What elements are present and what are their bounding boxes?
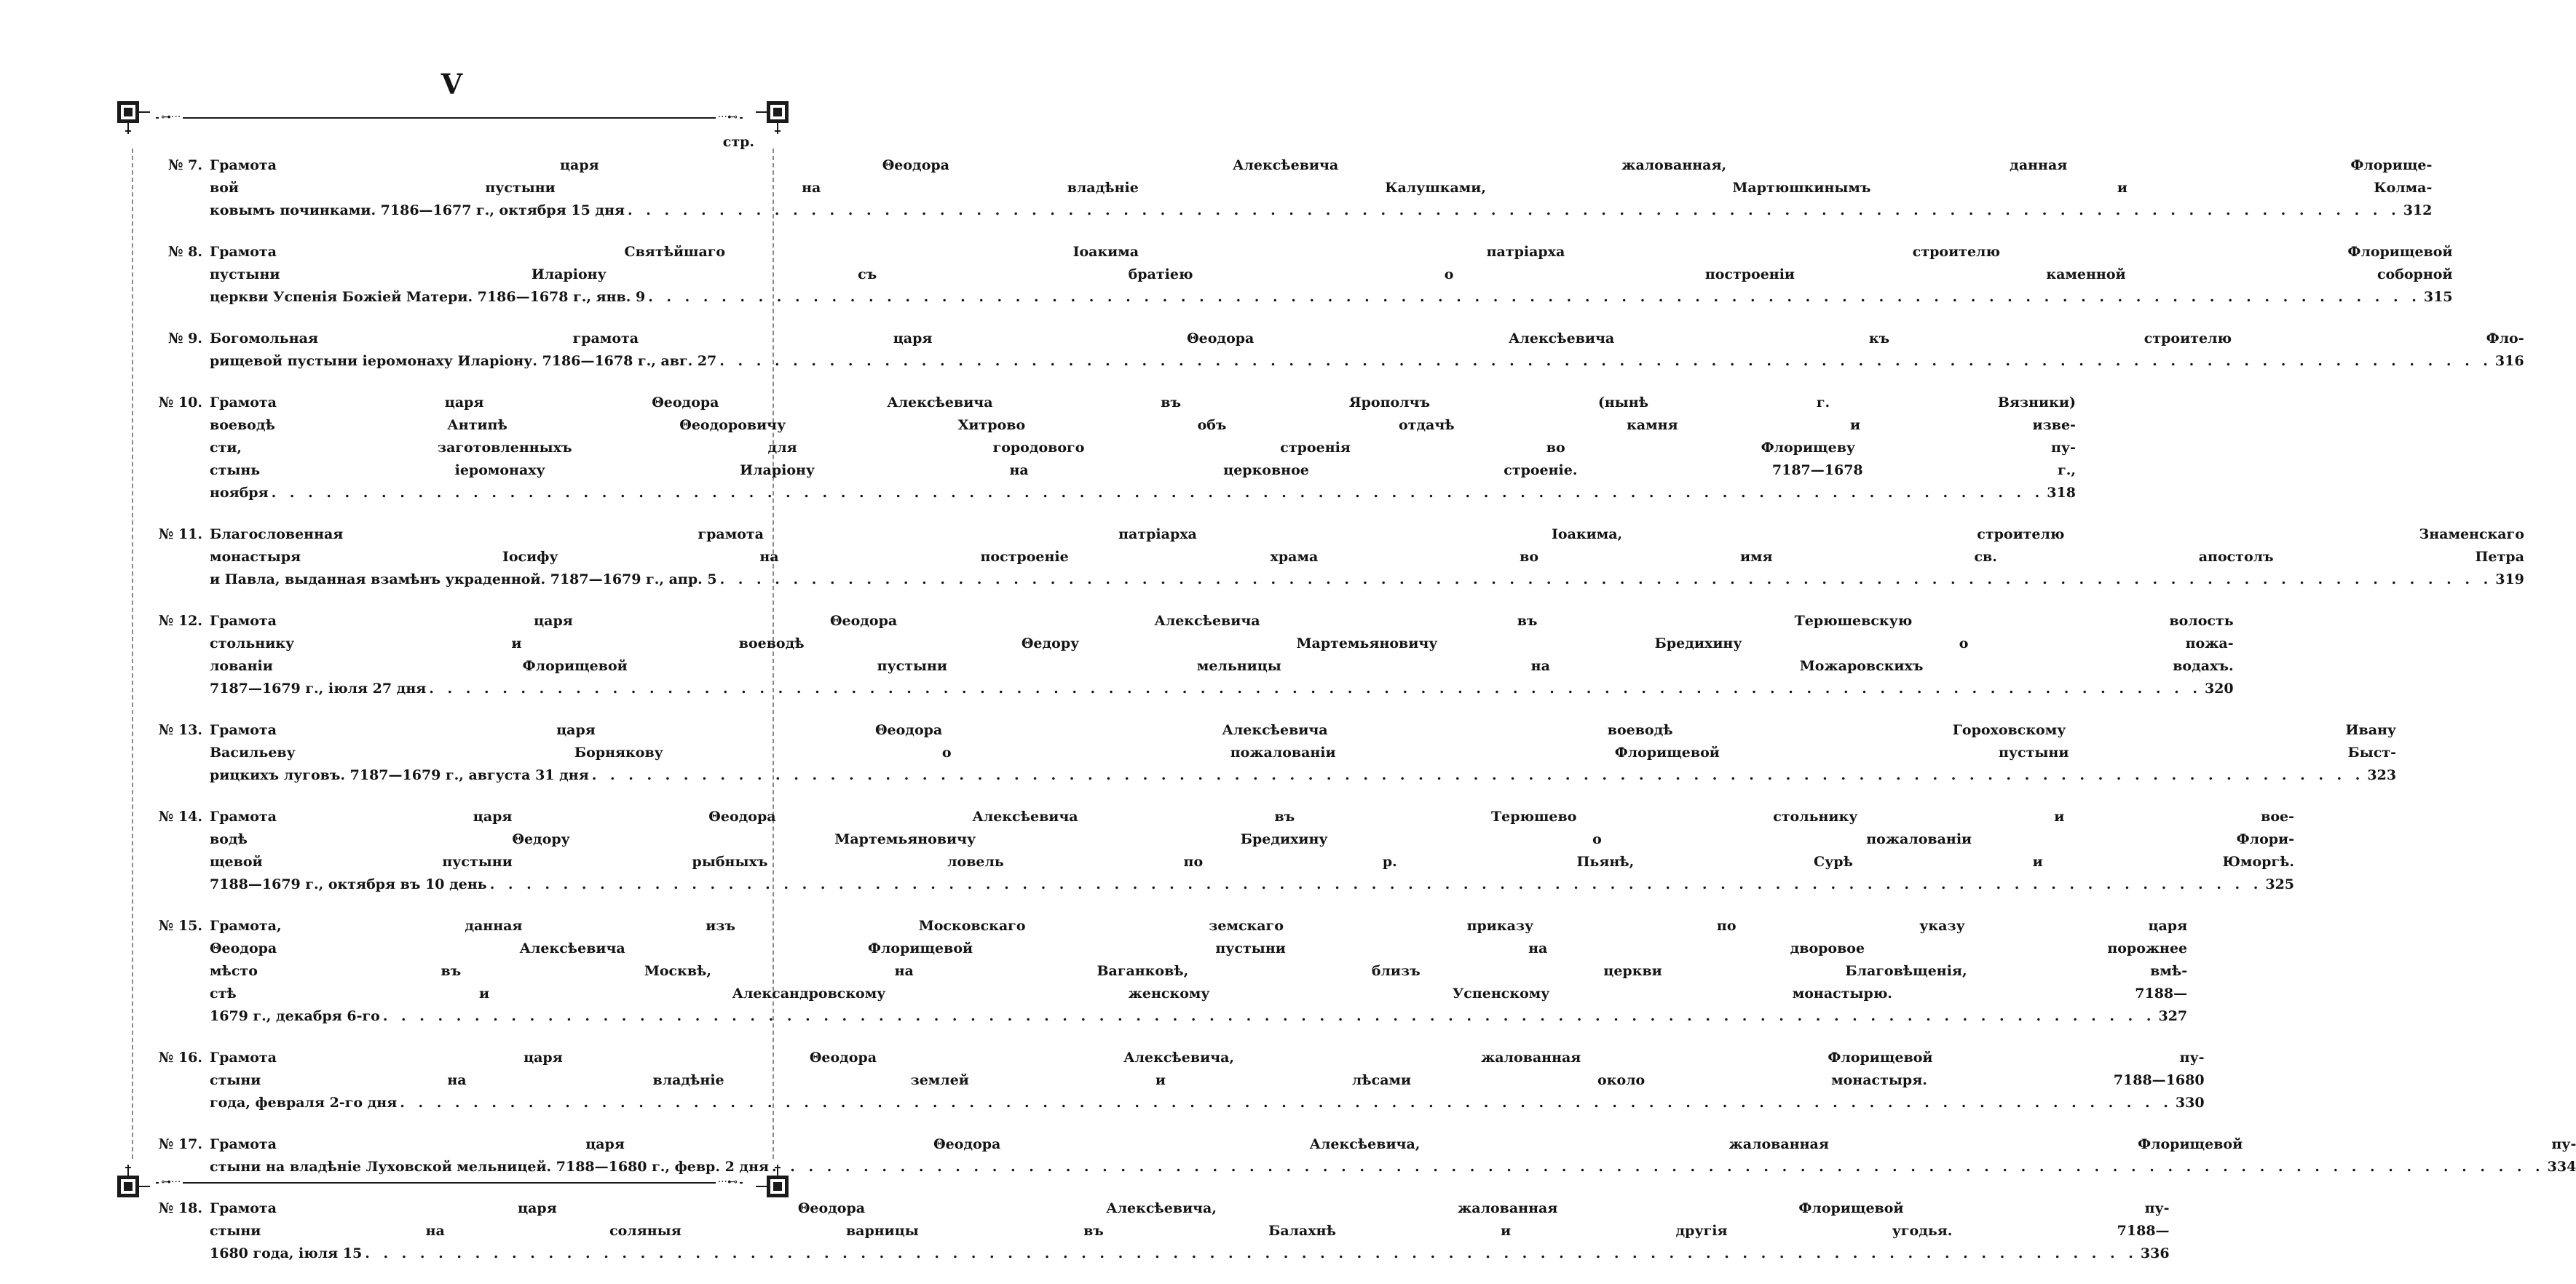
entry-title — [210, 719, 2396, 787]
entry-title-line: воеводѣ Антипѣ Θеодоровичу Хитрово объ отдачѣ камня и изве- — [210, 417, 2076, 433]
corner-ornament-icon — [754, 99, 791, 135]
entry-title — [210, 1133, 2576, 1178]
toc-entry — [156, 610, 2234, 700]
entry-title-line: Грамота царя Θеодора Алексѣевича, жалованная Флорищевой пу- — [210, 1136, 2576, 1152]
entry-page-number: 319 — [2495, 571, 2524, 587]
entry-page-number: 312 — [2403, 202, 2433, 218]
entry-last-line — [210, 1243, 2170, 1265]
entry-number: № 15. — [158, 918, 202, 934]
dot-leader — [383, 1005, 2156, 1028]
frame-left-border — [132, 148, 133, 1159]
entry-number: № 13. — [158, 722, 202, 738]
entry-last-line — [210, 678, 2234, 700]
entry-last-line — [210, 1092, 2205, 1114]
entry-number: № 14. — [158, 809, 202, 825]
entry-title-line: стольнику и воеводѣ Θедору Мартемьяновичу Бредихину о пожа- — [210, 635, 2234, 651]
entry-title-line: Васильеву Борнякову о пожалованіи Флорищевой пустыни Быст- — [210, 745, 2397, 761]
entry-title-line: ноября — [210, 485, 269, 501]
entry-title-line: водѣ Θедору Мартемьяновичу Бредихину о пожалованіи Флори- — [210, 831, 2295, 847]
entry-title-line: пустыни Иларіону съ братіею о построеніи каменной соборной — [210, 266, 2453, 282]
entry-title-line: Грамота царя Θеодора Алексѣевича въ Ярополчъ (нынѣ г. Вязники) — [210, 395, 2076, 411]
entry-last-line — [210, 568, 2524, 591]
dot-leader — [365, 1243, 2138, 1265]
entry-title — [210, 1047, 2205, 1114]
frame-bottom-mark-left: ⊶··· — [159, 1176, 183, 1188]
entry-title-line: сти, заготовленныхъ для городового строенія во Флорищеву пу- — [210, 440, 2076, 456]
toc-entry — [156, 719, 2397, 787]
entry-page-number: 334 — [2547, 1159, 2576, 1175]
entry-page-number: 315 — [2423, 289, 2453, 305]
entry-title — [210, 1197, 2170, 1265]
entry-title-line: церкви Успенія Божіей Матери. 7186—1678 г., янв. 9 — [210, 289, 646, 305]
entry-title — [210, 915, 2187, 1028]
entry-last-line — [210, 1156, 2576, 1178]
entry-number: № 7. — [167, 157, 202, 173]
dot-leader — [720, 568, 2493, 591]
entry-title-line: Богомольная грамота царя Θеодора Алексѣевича къ строителю Фло- — [210, 330, 2524, 346]
entry-title-line: рищевой пустыни іеромонаху Иларіону. 7186—1678 г., авг. 27 — [210, 353, 717, 369]
frame-top-rule — [156, 111, 743, 123]
dot-leader — [429, 678, 2202, 700]
entry-title-line: Грамота царя Θеодора Алексѣевича въ Терюшевскую волость — [210, 613, 2234, 629]
toc-entry — [156, 392, 2076, 504]
entry-title-line: стѣ и Александровскому женскому Успенскому монастырю. 7188— — [210, 986, 2188, 1002]
entry-title — [210, 523, 2524, 591]
toc-entry — [156, 154, 2433, 222]
entry-title — [210, 241, 2453, 309]
entry-title-line: монастыря Іосифу на построеніе храма во имя св. апостолъ Петра — [210, 549, 2524, 565]
entry-title-line: 7187—1679 г., іюля 27 дня — [210, 681, 427, 697]
entry-title-line: 7188—1679 г., октября въ 10 день — [210, 876, 487, 892]
entry-title-line: ковымъ починками. 7186—1677 г., октября 15 дня — [210, 202, 625, 218]
entry-title — [210, 806, 2294, 896]
entry-title-line: Грамота Святѣйшаго Іоакима патріарха строителю Флорищевой — [210, 244, 2453, 260]
entry-title-line: Грамота царя Θеодора Алексѣевича въ Терюшево стольнику и вое- — [210, 809, 2295, 825]
toc-entry — [156, 915, 2188, 1028]
entry-title-line: мѣсто въ Москвѣ, на Ваганковѣ, близъ церкви Благовѣщенія, вмѣ- — [210, 963, 2188, 979]
entry-last-line — [210, 350, 2524, 373]
frame-top-mark-right: ···⊷ — [716, 111, 740, 123]
dot-leader — [272, 482, 2044, 504]
entry-last-line — [210, 199, 2432, 222]
entry-title-line: Грамота царя Θеодора Алексѣевича воеводѣ Гороховскому Ивану — [210, 722, 2397, 738]
entry-last-line — [210, 286, 2453, 309]
entry-title-line: Грамота царя Θеодора Алексѣевича, жалованная Флорищевой пу- — [210, 1050, 2205, 1066]
entry-number: № 11. — [158, 526, 202, 542]
entry-title-line: 1680 года, іюля 15 — [210, 1245, 363, 1261]
frame-bottom-mark-right: ···⊷ — [716, 1176, 740, 1188]
dot-leader — [628, 199, 2401, 222]
dot-leader — [400, 1092, 2173, 1114]
entry-last-line — [210, 1005, 2187, 1028]
corner-ornament-icon — [115, 99, 151, 135]
entry-title-line: Грамота, данная изъ Московскаго земскаго приказу по указу царя — [210, 918, 2188, 934]
entry-title — [210, 154, 2432, 222]
entry-title-line: стыни на владѣніе землей и лѣсами около монастыря. 7188—1680 — [210, 1072, 2205, 1088]
entry-title-line: года, февраля 2-го дня — [210, 1095, 398, 1111]
toc-entry — [156, 1197, 2170, 1265]
entry-title-line: стынь іеромонаху Иларіону на церковное строеніе. 7187—1678 г., — [210, 462, 2076, 478]
entry-page-number: 320 — [2204, 681, 2234, 697]
entry-number: № 12. — [158, 613, 202, 629]
dot-leader — [592, 764, 2365, 787]
entry-title-line: 1679 г., декабря 6-го — [210, 1008, 380, 1024]
entry-title-line: стыни на соляныя варницы въ Балахнѣ и другія угодья. 7188— — [210, 1223, 2170, 1239]
entry-last-line — [210, 873, 2294, 896]
entry-page-number: 316 — [2494, 353, 2524, 369]
entry-page-number: 325 — [2265, 876, 2295, 892]
entry-title-line: Благословенная грамота патріарха Іоакима, строителю Знаменскаго — [210, 526, 2524, 542]
entry-title-line: вой пустыни на владѣніе Калушками, Мартюшкинымъ и Колма- — [210, 180, 2433, 196]
table-of-contents — [156, 154, 2576, 1284]
entry-number: № 16. — [158, 1050, 202, 1066]
entry-title-line: рицкихъ луговъ. 7187—1679 г., августа 31 дня — [210, 767, 589, 783]
entry-number: № 17. — [158, 1136, 202, 1152]
toc-entry — [156, 523, 2524, 591]
entry-title-line: и Павла, выданная взамѣнъ украденной. 7187—1679 г., апр. 5 — [210, 571, 717, 587]
entry-title-line: Грамота царя Θеодора Алексѣевича жалованная, данная Флорище- — [210, 157, 2433, 173]
entry-title-line: стыни на владѣніе Луховской мельницей. 7188—1680 г., февр. 2 дня — [210, 1159, 770, 1175]
dot-leader — [490, 873, 2263, 896]
toc-entry — [156, 1047, 2205, 1114]
toc-entry — [156, 806, 2295, 896]
entry-title-line: Грамота царя Θеодора Алексѣевича, жалованная Флорищевой пу- — [210, 1200, 2170, 1216]
entry-number: № 18. — [158, 1200, 202, 1216]
toc-entry — [156, 328, 2524, 373]
entry-number: № 10. — [158, 395, 202, 411]
page-column-header: стр. — [722, 134, 754, 150]
entry-title — [210, 328, 2524, 373]
entry-page-number: 327 — [2158, 1008, 2188, 1024]
entry-page-number: 323 — [2367, 767, 2397, 783]
frame-top-mark-left: ⊶··· — [159, 111, 183, 123]
page-number: V — [440, 68, 463, 100]
entry-title — [210, 392, 2076, 504]
entry-number: № 9. — [167, 330, 202, 346]
toc-entry — [156, 241, 2453, 309]
corner-ornament-icon — [115, 1163, 151, 1200]
entry-page-number: 336 — [2140, 1245, 2170, 1261]
entry-title-line: лованіи Флорищевой пустыни мельницы на Можаровскихъ водахъ. — [210, 658, 2234, 674]
entry-last-line — [210, 764, 2396, 787]
entry-title-line: Θеодора Алексѣевича Флорищевой пустыни на дворовое порожнее — [210, 940, 2188, 956]
entry-number: № 8. — [167, 244, 202, 260]
toc-entry — [156, 1133, 2576, 1178]
dot-leader — [772, 1156, 2545, 1178]
entry-page-number: 318 — [2047, 485, 2076, 501]
entry-page-number: 330 — [2175, 1095, 2205, 1111]
entry-last-line — [210, 482, 2076, 504]
entry-title-line: щевой пустыни рыбныхъ ловель по р. Пьянѣ, Сурѣ и Юморгѣ. — [210, 854, 2295, 870]
dot-leader — [719, 350, 2492, 373]
dot-leader — [648, 286, 2421, 309]
entry-title — [210, 610, 2234, 700]
